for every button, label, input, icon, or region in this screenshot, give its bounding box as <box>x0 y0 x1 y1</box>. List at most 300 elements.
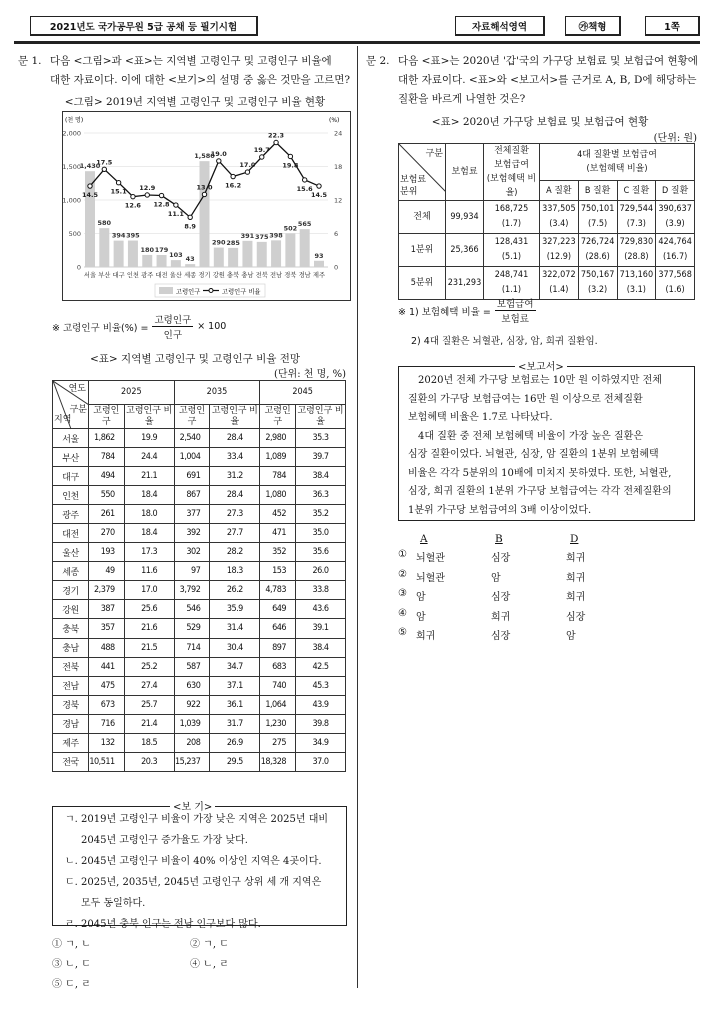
bar <box>228 248 238 267</box>
report-line: 심장 질환이었다. 뇌혈관, 심장, 암 질환의 1분위 보험혜택 <box>408 449 659 460</box>
value-cell: 37.0 <box>296 752 346 771</box>
category-label: 부산 <box>98 272 111 279</box>
answer-option[interactable] <box>398 569 618 587</box>
corner-header <box>399 144 446 201</box>
numerator: 고령인구 <box>152 312 193 327</box>
benefit-amount: 750,167 <box>580 270 615 280</box>
bar <box>285 233 295 267</box>
bar <box>314 261 324 267</box>
value-cell: 714 <box>174 638 210 657</box>
ratio-value-label: 11.1 <box>167 210 184 219</box>
corner-region: 지역 <box>54 415 72 425</box>
bar <box>185 264 195 267</box>
ratio-value-label: 22.3 <box>268 131 285 140</box>
header-line: 전체질환 <box>494 146 529 156</box>
ratio-point <box>102 167 106 171</box>
question-number: 문 2. <box>366 55 390 67</box>
bar <box>114 241 124 267</box>
left-axis-label: (천 명) <box>65 117 84 124</box>
report-line: 보험혜택 비율은 1.7로 나타났다. <box>408 412 553 423</box>
benefit-amount: 248,741 <box>494 270 529 280</box>
ratio-value-label: 12.6 <box>124 201 141 210</box>
value-cell: 34.9 <box>296 733 346 752</box>
numerator: 보험급여 <box>495 296 536 311</box>
value-cell: 529 <box>174 619 210 638</box>
bar <box>214 248 224 267</box>
value-cell: 387 <box>89 600 125 619</box>
ratio-point <box>288 154 292 158</box>
quintile-cell: 1분위 <box>399 234 446 267</box>
col-header: 고령인구 <box>89 405 125 429</box>
right-tick-label: 18 <box>334 163 343 171</box>
value-cell: 1,004 <box>174 448 210 467</box>
bar <box>257 242 267 267</box>
value-cell: 15,237 <box>174 752 210 771</box>
value-cell: 208 <box>174 733 210 752</box>
value-cell: 3,792 <box>174 581 210 600</box>
ratio-value-label: 15.6 <box>296 184 313 193</box>
value-cell: 31.4 <box>210 619 260 638</box>
value-cell: 494 <box>89 467 125 486</box>
booklet-type: ㉮책형 <box>565 16 621 36</box>
benefit-cell <box>617 201 656 234</box>
table-row <box>53 524 346 543</box>
option-disease: 희귀 <box>566 553 586 564</box>
bar <box>157 255 167 267</box>
value-cell: 49 <box>89 562 125 581</box>
region-cell: 대구 <box>53 467 89 486</box>
value-cell: 784 <box>260 467 296 486</box>
question-text-line: 다음 <표>는 2020년 '갑'국의 가구당 보험료 및 보험급여 현황에 <box>398 55 698 67</box>
right-tick-label: 12 <box>334 196 343 205</box>
region-cell: 인천 <box>53 486 89 505</box>
quintile-cell: 전체 <box>399 201 446 234</box>
benefit-ratio: (1.4) <box>549 285 569 295</box>
value-cell: 28.4 <box>210 429 260 448</box>
question-number: 문 1. <box>18 55 42 67</box>
value-cell: 1,089 <box>260 448 296 467</box>
value-cell: 27.4 <box>124 676 174 695</box>
benefit-ratio: (3.2) <box>588 285 608 295</box>
bar-value-label: 179 <box>154 246 169 255</box>
premium-cell: 99,934 <box>446 201 484 234</box>
benefit-ratio: (3.9) <box>665 219 685 229</box>
table-row <box>53 733 346 752</box>
option-3[interactable]: ③ ㄴ, ㄷ <box>52 959 91 970</box>
ratio-point <box>260 155 264 159</box>
value-cell: 18.3 <box>210 562 260 581</box>
bar-value-label: 502 <box>283 224 298 233</box>
value-cell: 1,064 <box>260 695 296 714</box>
option-disease: 심장 <box>491 553 511 564</box>
value-cell: 11.6 <box>124 562 174 581</box>
report-line: 1분위 가구당 보험급여의 3배 이상이었다. <box>408 504 592 516</box>
value-cell: 30.4 <box>210 638 260 657</box>
bar-value-label: 1,580 <box>194 152 215 161</box>
bar-value-label: 1,430 <box>79 162 101 171</box>
denominator: 인구 <box>163 330 183 341</box>
figure-chart <box>62 111 351 301</box>
benefit-cell <box>617 234 656 267</box>
option-disease: 뇌혈관 <box>416 572 445 584</box>
formula-lhs: ※ 고령인구 비율(%) = <box>52 322 149 334</box>
quintile-cell: 5분위 <box>399 267 446 300</box>
question-text-line: 질환을 바르게 나열한 것은? <box>398 93 526 105</box>
value-cell: 471 <box>260 524 296 543</box>
benefit-ratio: (3.4) <box>549 219 569 229</box>
ratio-value-label: 12.9 <box>139 183 156 192</box>
ratio-value-label: 15.1 <box>110 187 127 196</box>
figure-title: <그림> 2019년 지역별 고령인구 및 고령인구 비율 현황 <box>64 96 326 108</box>
option-disease: 심장 <box>491 631 511 642</box>
value-cell: 1,862 <box>89 429 125 448</box>
category-label: 대구 <box>112 272 125 279</box>
value-cell: 33.4 <box>210 448 260 467</box>
value-cell: 691 <box>174 467 210 486</box>
bogi-item-text: 2045년 고령인구 비율이 40% 이상인 지역은 4곳이다. <box>81 856 322 867</box>
ratio-point <box>317 184 321 188</box>
table-row <box>53 486 346 505</box>
value-cell: 270 <box>89 524 125 543</box>
value-cell: 18.4 <box>124 524 174 543</box>
col-header: 고령인구 비율 <box>211 405 258 427</box>
benefit-amount: 322,072 <box>542 270 576 280</box>
value-cell: 275 <box>260 733 296 752</box>
report-line: 2020년 전체 가구당 보험료는 10만 원 이하였지만 전체 <box>418 375 662 386</box>
bar-value-label: 43 <box>185 255 195 264</box>
value-cell: 33.8 <box>296 581 346 600</box>
value-cell: 4,783 <box>260 581 296 600</box>
value-cell: 546 <box>174 600 210 619</box>
disease-c-header: C 질환 <box>617 181 656 201</box>
table-row <box>53 467 346 486</box>
legend-line-marker <box>209 289 213 293</box>
value-cell: 1,230 <box>260 714 296 733</box>
bogi-item-mark: ㄹ. <box>65 919 82 930</box>
left-tick-label: 1,000 <box>63 196 81 205</box>
value-cell: 35.3 <box>296 429 346 448</box>
category-label: 광주 <box>141 272 154 279</box>
region-cell: 광주 <box>53 505 89 524</box>
answer-column-header: B <box>495 533 503 545</box>
value-cell: 27.3 <box>210 505 260 524</box>
benefit-amount: 168,725 <box>494 204 529 214</box>
benefit-ratio: (3.1) <box>626 285 646 295</box>
option-disease: 암 <box>416 611 426 623</box>
region-cell: 충남 <box>53 638 89 657</box>
col-header: 고령인구 비율 <box>297 405 344 427</box>
value-cell: 29.5 <box>210 752 260 771</box>
option-disease: 암 <box>491 572 501 584</box>
table-row <box>399 267 695 300</box>
benefit-ratio: (7.3) <box>626 219 646 229</box>
ratio-point <box>188 215 192 219</box>
category-label: 세종 <box>184 272 197 279</box>
value-cell: 35.2 <box>296 505 346 524</box>
bar-value-label: 375 <box>254 232 269 241</box>
bogi-label: <보 기> <box>170 798 215 813</box>
question-text-line: 대한 자료이다. 이에 대한 <보기>의 설명 중 옳은 것만을 고르면? <box>50 74 351 86</box>
value-cell: 39.1 <box>296 619 346 638</box>
corner-quintile: 보험료 분위 <box>400 175 427 197</box>
table-row <box>53 752 346 771</box>
table-row <box>53 505 346 524</box>
benefit-cell <box>540 234 579 267</box>
insurance-table <box>398 143 695 300</box>
region-cell: 전남 <box>53 676 89 695</box>
disease-a-header: A 질환 <box>540 181 579 201</box>
table-row <box>399 234 695 267</box>
bar-value-label: 285 <box>226 238 240 247</box>
ratio-value-label: 8.9 <box>184 222 196 231</box>
value-cell: 31.2 <box>210 467 260 486</box>
value-cell: 34.7 <box>210 657 260 676</box>
value-cell: 97 <box>174 562 210 581</box>
table-row <box>53 543 346 562</box>
bogi-item-line <box>65 914 346 935</box>
corner-header <box>53 381 89 429</box>
value-cell: 18.0 <box>124 505 174 524</box>
benefit-amount: 726,724 <box>580 237 615 247</box>
left-tick-label: 1,500 <box>63 163 81 171</box>
value-cell: 550 <box>89 486 125 505</box>
option-disease: 암 <box>416 592 426 603</box>
value-cell: 357 <box>89 619 125 638</box>
bogi-item-line <box>65 851 346 872</box>
value-cell: 716 <box>89 714 125 733</box>
option-2[interactable]: ② ㄱ, ㄷ <box>190 939 229 950</box>
bar-value-label: 93 <box>314 251 324 260</box>
left-tick-label: 0 <box>76 263 81 272</box>
answer-option[interactable] <box>398 608 618 626</box>
option-number: ③ <box>398 588 407 599</box>
bar <box>200 161 210 267</box>
option-1[interactable]: ① ㄱ, ㄴ <box>52 939 91 950</box>
fraction <box>495 296 536 325</box>
table-row <box>53 581 346 600</box>
bogi-item-text: 2019년 고령인구 비율이 가장 낮은 지역은 2025년 대비 <box>81 814 329 825</box>
legend-line-label: 고령인구 비율 <box>222 288 261 296</box>
benefit-ratio: (16.7) <box>662 252 688 262</box>
value-cell: 488 <box>89 638 125 657</box>
ratio-point <box>274 140 278 144</box>
category-label: 서울 <box>83 272 97 279</box>
bar-value-label: 290 <box>212 238 226 247</box>
bar-value-label: 103 <box>169 251 183 260</box>
benefit-cell <box>656 267 695 300</box>
value-cell: 42.5 <box>296 657 346 676</box>
report-line: 4대 질환 중 전체 보험혜택 비율이 가장 높은 질환은 <box>418 430 643 442</box>
option-disease: 희귀 <box>491 611 511 623</box>
bogi-item-mark: ㄷ. <box>65 877 82 888</box>
benefit-cell <box>578 201 617 234</box>
benefit-amount: 377,568 <box>658 270 692 280</box>
ratio-point <box>174 203 178 207</box>
category-label: 충북 <box>227 272 240 279</box>
benefit-cell <box>578 267 617 300</box>
answer-option[interactable] <box>398 627 618 645</box>
value-cell: 21.4 <box>124 714 174 733</box>
value-cell: 922 <box>174 695 210 714</box>
value-cell: 36.3 <box>296 486 346 505</box>
value-cell: 35.0 <box>296 524 346 543</box>
bar-value-label: 180 <box>140 245 155 254</box>
value-cell: 392 <box>174 524 210 543</box>
option-number: ④ <box>398 607 407 619</box>
population-table <box>52 380 346 772</box>
column-divider <box>357 46 358 988</box>
category-label: 충남 <box>241 272 254 279</box>
table-title: <표> 지역별 고령인구 및 고령인구 비율 전망 <box>89 353 301 365</box>
answer-column-header: A <box>420 533 428 545</box>
header-rule <box>14 41 700 44</box>
answer-option[interactable] <box>398 549 618 567</box>
region-cell: 충북 <box>53 619 89 638</box>
benefit-ratio: (28.8) <box>624 252 649 262</box>
value-cell: 17.0 <box>124 581 174 600</box>
benefit-cell <box>540 201 579 234</box>
disease-group-header <box>540 144 695 181</box>
category-label: 대전 <box>155 272 168 279</box>
option-disease: 심장 <box>491 592 511 603</box>
value-cell: 28.2 <box>210 543 260 562</box>
benefit-ratio: (5.1) <box>501 252 522 262</box>
region-cell: 서울 <box>53 429 89 448</box>
right-tick-label: 0 <box>334 263 339 272</box>
option-number: ① <box>398 549 407 560</box>
bogi-item-text: 2025년, 2035년, 2045년 고령인구 상위 세 개 지역은 <box>81 877 322 888</box>
bogi-item-text: 2045년 고령인구 증가율도 가장 낮다. <box>81 835 248 846</box>
report-label: <보고서> <box>515 358 567 373</box>
value-cell: 2,540 <box>174 429 210 448</box>
benefit-ratio: (12.9) <box>546 252 572 262</box>
value-cell: 43.6 <box>296 600 346 619</box>
value-cell: 587 <box>174 657 210 676</box>
note-1 <box>398 296 536 325</box>
bar <box>271 240 281 267</box>
option-disease: 심장 <box>566 611 586 623</box>
value-cell: 21.6 <box>124 619 174 638</box>
option-4[interactable]: ④ ㄴ, ㄹ <box>190 959 229 970</box>
question-text-line: 다음 <그림>과 <표>는 지역별 고령인구 및 고령인구 비율에 <box>50 55 332 67</box>
page-number: 1쪽 <box>645 16 700 36</box>
ratio-value-label: 14.5 <box>81 191 99 200</box>
ratio-value-label: 19.0 <box>210 149 227 158</box>
benefit-cell <box>578 234 617 267</box>
benefit-ratio: (7.5) <box>588 219 608 229</box>
denominator: 보험료 <box>501 314 529 325</box>
value-cell: 649 <box>260 600 296 619</box>
ratio-point <box>302 178 306 182</box>
region-cell: 울산 <box>53 543 89 562</box>
value-cell: 153 <box>260 562 296 581</box>
year-header: 2035 <box>174 381 260 405</box>
ratio-point <box>88 184 92 188</box>
report-line: 심장, 희귀 질환의 1분위 가구당 보험급여는 각각 전체질환의 <box>408 486 672 497</box>
value-cell: 31.7 <box>210 714 260 733</box>
ratio-value-label: 19.8 <box>282 161 299 170</box>
exam-title: 2021년도 국가공무원 5급 공채 등 필기시험 <box>30 16 258 36</box>
region-cell: 대전 <box>53 524 89 543</box>
value-cell: 45.3 <box>296 676 346 695</box>
ratio-value-label: 19.7 <box>253 146 270 155</box>
category-label: 울산 <box>169 272 182 279</box>
option-disease: 희귀 <box>416 631 436 642</box>
benefit-ratio: (1.6) <box>665 285 685 295</box>
table-title: <표> 2020년 가구당 보험료 및 보험급여 현황 <box>431 116 649 128</box>
bar-value-label: 395 <box>126 231 140 240</box>
value-cell: 35.9 <box>210 600 260 619</box>
bar-value-label: 394 <box>111 231 126 240</box>
question-1 <box>18 52 353 90</box>
value-cell: 28.4 <box>210 486 260 505</box>
option-5[interactable]: ⑤ ㄷ, ㄹ <box>52 979 91 990</box>
value-cell: 475 <box>89 676 125 695</box>
legend-bar-label: 고령인구 <box>176 288 201 296</box>
value-cell: 18,328 <box>260 752 296 771</box>
ratio-point <box>159 193 163 197</box>
value-cell: 784 <box>89 448 125 467</box>
benefit-amount: 390,637 <box>658 204 692 214</box>
value-cell: 302 <box>174 543 210 562</box>
value-cell: 24.4 <box>124 448 174 467</box>
value-cell: 38.4 <box>296 467 346 486</box>
value-cell: 132 <box>89 733 125 752</box>
value-cell: 37.1 <box>210 676 260 695</box>
premium-header: 보험료 <box>446 144 484 201</box>
bar <box>99 228 109 267</box>
value-cell: 38.4 <box>296 638 346 657</box>
category-label: 전북 <box>255 272 268 279</box>
region-cell: 경북 <box>53 695 89 714</box>
bar-value-label: 391 <box>240 231 255 240</box>
right-tick-label: 24 <box>334 129 343 138</box>
value-cell: 39.7 <box>296 448 346 467</box>
benefit-cell <box>484 201 540 234</box>
value-cell: 1,080 <box>260 486 296 505</box>
table-unit: (단위: 천 명, %) <box>273 369 346 380</box>
table-row <box>53 600 346 619</box>
benefit-cell <box>484 234 540 267</box>
value-cell: 26.2 <box>210 581 260 600</box>
category-label: 경기 <box>198 272 211 279</box>
bogi-item-mark: ㄱ. <box>65 814 82 825</box>
category-label: 경남 <box>298 272 311 279</box>
region-cell: 경기 <box>53 581 89 600</box>
bar <box>171 260 181 267</box>
benefit-amount: 424,764 <box>658 237 692 247</box>
bar <box>242 241 252 267</box>
table-row <box>399 201 695 234</box>
value-cell: 683 <box>260 657 296 676</box>
value-cell: 35.6 <box>296 543 346 562</box>
answer-option[interactable] <box>398 588 618 606</box>
header-line: 4대 질환별 보험급여 <box>577 150 657 160</box>
ratio-value-label: 17.0 <box>239 161 256 170</box>
value-cell: 352 <box>260 543 296 562</box>
category-label: 강원 <box>212 272 225 279</box>
value-cell: 452 <box>260 505 296 524</box>
benefit-amount: 327,223 <box>542 237 576 247</box>
value-cell: 18.4 <box>124 486 174 505</box>
table-row <box>53 619 346 638</box>
ratio-point <box>245 170 249 174</box>
ratio-point <box>217 159 221 163</box>
value-cell: 1,039 <box>174 714 210 733</box>
value-cell: 25.6 <box>124 600 174 619</box>
bar-value-label: 580 <box>97 219 112 228</box>
value-cell: 673 <box>89 695 125 714</box>
